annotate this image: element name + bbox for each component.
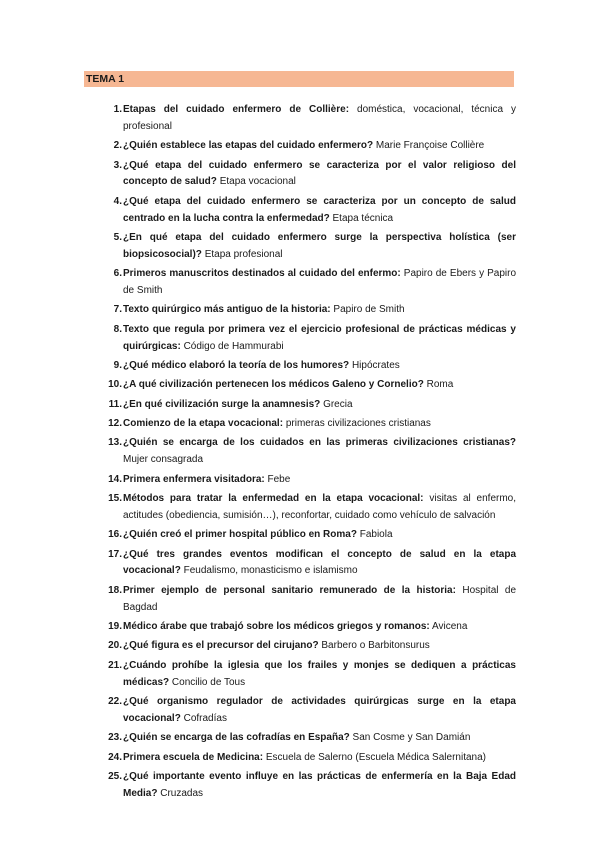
question-number: 22.	[108, 695, 122, 707]
question-number: 10.	[108, 379, 122, 391]
question-item	[84, 619, 516, 636]
answer-text: Cofradías	[183, 712, 227, 724]
question-text: Etapas del cuidado enfermero de Collière:	[123, 104, 350, 115]
question-item	[84, 658, 516, 692]
answer-text: Etapa técnica	[332, 212, 394, 224]
question-number: 5.	[113, 231, 122, 243]
question-number: 6.	[113, 268, 122, 280]
question-text: ¿En qué etapa del cuidado enfermero surge la perspectiva holística (ser biopsicosocial)?	[123, 231, 516, 260]
question-item	[84, 194, 516, 228]
question-text: Primer ejemplo de personal sanitario remunerado de la historia:	[123, 584, 456, 596]
answer-text: Código de Hammurabi	[183, 340, 284, 352]
question-number: 21.	[108, 659, 122, 671]
question-number: 18.	[108, 584, 122, 596]
question-item	[84, 397, 516, 414]
question-number: 11.	[108, 398, 122, 410]
question-item	[84, 266, 516, 300]
question-number: 8.	[113, 323, 122, 335]
question-text: Texto quirúrgico más antiguo de la historia:	[123, 304, 331, 316]
question-item	[84, 472, 516, 489]
question-item	[84, 302, 516, 319]
question-number: 9.	[113, 359, 122, 371]
question-item	[84, 158, 516, 192]
question-number: 25.	[108, 770, 122, 782]
question-text: ¿Qué médico elaboró la teoría de los humores?	[123, 359, 350, 371]
question-item	[84, 102, 516, 136]
question-text: ¿Qué organismo regulador de actividades quirúrgicas surge en la etapa vocacional?	[123, 695, 516, 724]
question-item	[84, 358, 516, 375]
question-item	[84, 730, 516, 747]
question-number: 23.	[108, 732, 122, 744]
answer-text: doméstica, vocacional, técnica y profesional	[123, 104, 517, 132]
question-number: 13.	[108, 437, 122, 449]
answer-text: Avicena	[431, 621, 468, 632]
question-item	[84, 638, 516, 655]
answer-text: primeras civilizaciones cristianas	[285, 418, 431, 430]
answer-text: Papiro de Ebers y Papiro de Smith	[123, 268, 517, 296]
topic-header-band	[84, 71, 514, 87]
question-text: Texto que regula por primera vez el ejercicio profesional de prácticas médicas y quirúrgicas:	[123, 323, 516, 352]
question-text: ¿En qué civilización surge la anamnesis?	[123, 398, 321, 410]
question-item	[84, 322, 516, 356]
answer-text: visitas al enfermo, actitudes (obediencia, sumisión…), reconfortar, cuidado como vehículo de salvación	[123, 493, 517, 521]
answer-text: Cruzadas	[160, 787, 204, 799]
answer-text: Roma	[426, 379, 454, 391]
answer-text: Hospital de Bagdad	[123, 584, 517, 613]
question-item	[84, 694, 516, 728]
question-item	[84, 377, 516, 394]
answer-text: San Cosme y San Damián	[352, 732, 471, 744]
answer-text: Barbero o Barbitonsurus	[321, 640, 430, 652]
question-text: Primeros manuscritos destinados al cuidado del enfermo:	[123, 268, 401, 280]
question-number: 12.	[108, 418, 122, 430]
question-text: Primera escuela de Medicina:	[123, 751, 264, 763]
question-number: 20.	[108, 640, 122, 652]
answer-text: Febe	[267, 473, 291, 485]
question-number: 7.	[113, 304, 122, 316]
question-list	[84, 102, 516, 805]
question-number: 15.	[108, 493, 122, 505]
answer-text: Mujer consagrada	[123, 454, 204, 466]
question-item	[84, 750, 516, 767]
question-text: ¿Qué tres grandes eventos modifican el concepto de salud en la etapa vocacional?	[123, 548, 516, 577]
question-number: 17.	[108, 548, 122, 560]
answer-text: Etapa profesional	[204, 248, 283, 260]
question-text: Médico árabe que trabajó sobre los médicos griegos y romanos:	[123, 621, 430, 632]
question-number: 4.	[113, 195, 122, 207]
question-item	[84, 435, 516, 469]
question-item	[84, 230, 516, 264]
answer-text: Etapa vocacional	[219, 176, 296, 188]
question-text: Primera enfermera visitadora:	[123, 473, 265, 485]
question-number: 1.	[113, 104, 122, 115]
answer-text: Papiro de Smith	[333, 304, 405, 316]
answer-text: Hipócrates	[351, 359, 400, 371]
answer-text: Feudalismo, monasticismo e islamismo	[183, 565, 358, 577]
answer-text: Grecia	[323, 398, 353, 410]
question-item	[84, 527, 516, 544]
question-text: Comienzo de la etapa vocacional:	[123, 418, 284, 430]
question-text: ¿Qué etapa del cuidado enfermero se caracteriza por el valor religioso del concepto de salud?	[123, 159, 516, 188]
question-item	[84, 583, 516, 617]
question-text: ¿Qué importante evento influye en las prácticas de enfermería en la Baja Edad Media?	[123, 770, 516, 799]
question-item	[84, 416, 516, 433]
question-item	[84, 769, 516, 803]
question-item	[84, 491, 516, 525]
question-number: 3.	[113, 159, 122, 171]
question-number: 24.	[108, 751, 122, 763]
question-number: 16.	[108, 529, 122, 541]
answer-text: Concilio de Tous	[171, 676, 246, 688]
question-number: 14.	[108, 473, 122, 485]
question-text: ¿Quién establece las etapas del cuidado enfermero?	[123, 140, 374, 152]
answer-text: Marie Françoise Collière	[375, 140, 485, 152]
question-item	[84, 547, 516, 581]
question-text: Métodos para tratar la enfermedad en la etapa vocacional:	[123, 493, 424, 505]
question-text: ¿A qué civilización pertenecen los médicos Galeno y Cornelio?	[123, 379, 424, 391]
answer-text: Escuela de Salerno (Escuela Médica Salernitana)	[265, 751, 486, 763]
question-text: ¿Quién se encarga de los cuidados en las primeras civilizaciones cristianas?	[123, 437, 516, 449]
topic-title: TEMA 1	[86, 73, 125, 85]
question-text: ¿Quién se encarga de las cofradías en España?	[123, 732, 350, 744]
question-text: ¿Qué etapa del cuidado enfermero se caracteriza por un concepto de salud centrado en la lucha contra la enfermedad?	[123, 195, 516, 224]
question-text: ¿Quién creó el primer hospital público en Roma?	[123, 529, 357, 541]
answer-text: Fabiola	[359, 529, 393, 541]
question-number: 19.	[108, 621, 122, 632]
question-number: 2.	[113, 140, 122, 152]
question-text: ¿Cuándo prohíbe la iglesia que los frailes y monjes se dediquen a prácticas médicas?	[123, 659, 516, 688]
question-text: ¿Qué figura es el precursor del cirujano?	[123, 640, 319, 652]
question-item	[84, 138, 516, 155]
